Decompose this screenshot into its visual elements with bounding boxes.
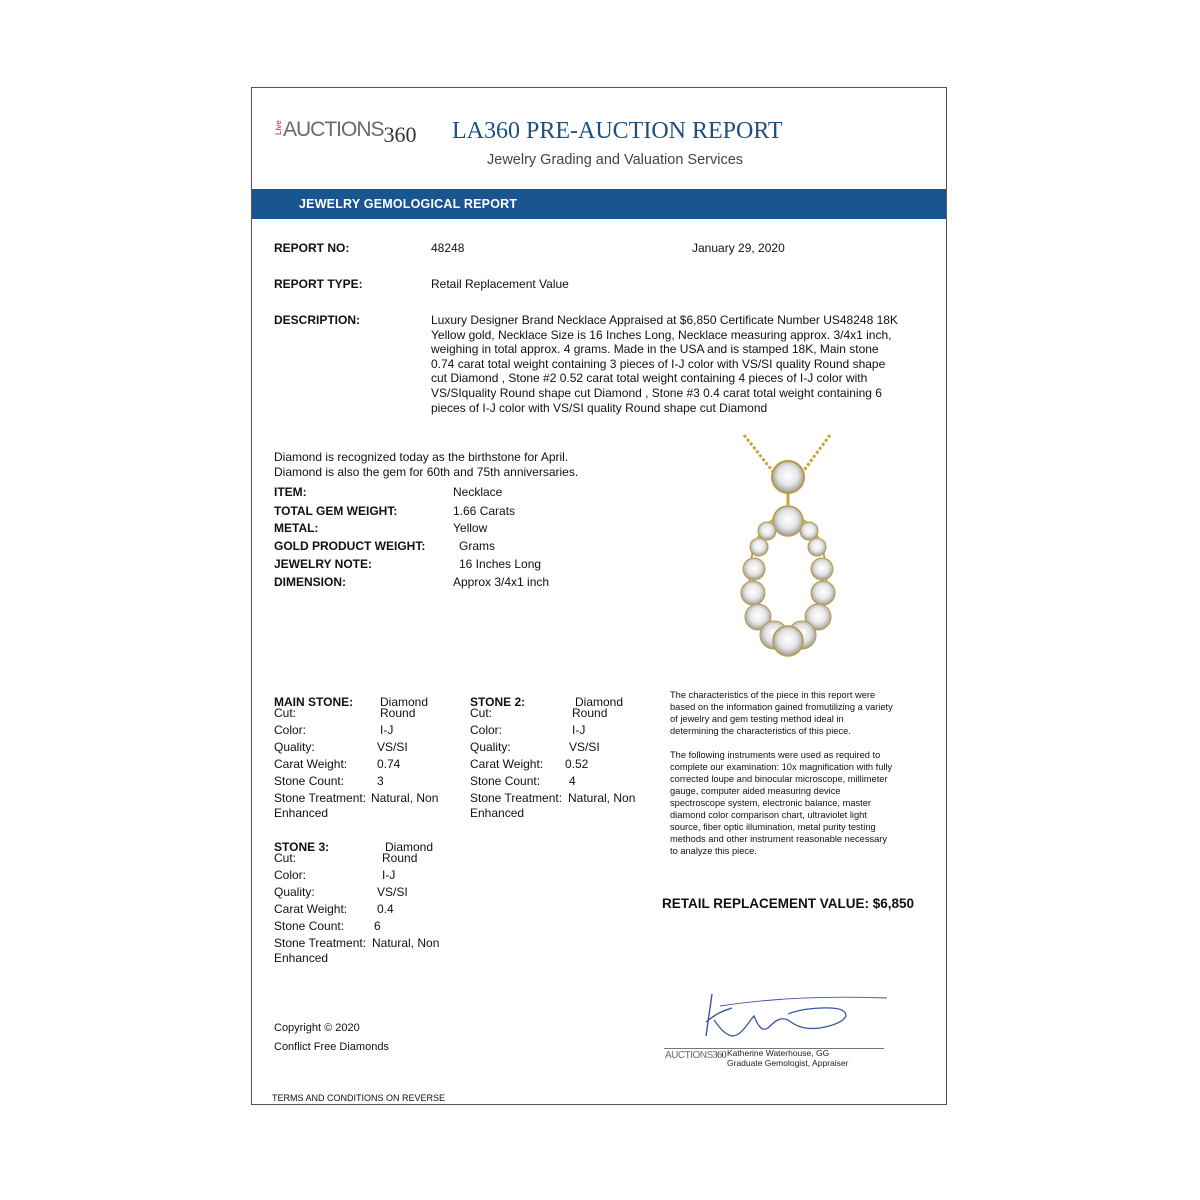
stone3-title: STONE 3: bbox=[274, 840, 330, 854]
stone2-cut-label: Cut: bbox=[470, 706, 493, 720]
jewelry-note-label: JEWELRY NOTE: bbox=[274, 557, 373, 571]
stone3-type: Diamond bbox=[385, 840, 434, 854]
copyright: Copyright © 2020 bbox=[274, 1022, 360, 1034]
stone2-treatment-value-2: Enhanced bbox=[470, 806, 525, 820]
stone3-weight-label: Carat Weight: bbox=[274, 902, 348, 916]
signature-logo: AUCTIONS360 bbox=[665, 1050, 727, 1061]
stone3-weight-value: 0.4 bbox=[377, 902, 394, 916]
main-stone-count-label: Stone Count: bbox=[274, 774, 345, 788]
stone3-cut-value: Round bbox=[382, 851, 418, 865]
description-label: DESCRIPTION: bbox=[274, 313, 361, 327]
report-no-label: REPORT NO: bbox=[274, 241, 350, 255]
stone2-treatment-value: Natural, Non bbox=[568, 791, 636, 805]
stone3-count-value: 6 bbox=[374, 919, 381, 933]
stone3-color-value: I-J bbox=[382, 868, 396, 882]
main-stone-weight-label: Carat Weight: bbox=[274, 757, 348, 771]
stone2-cut-value: Round bbox=[572, 706, 608, 720]
appraiser-signature bbox=[692, 986, 892, 1046]
stone2-quality-label: Quality: bbox=[470, 740, 511, 754]
main-stone-treatment-label: Stone Treatment: bbox=[274, 791, 367, 805]
description-text: Luxury Designer Brand Necklace Appraised at $6,850 Certificate Number US48248 18K Yellow gold, Necklace Size is 16 Inches Long, Necklace measuring approx. 3/4x1 inch, weighing in total approx. 4 grams. Made in the USA and is stamped 18K, Main stone 0.74 carat total weight containing 3 pieces of I-J color with VS/SI quality Round shape cut Diamond , Stone #2 0.52 carat total weight containing 4 pieces of I-J color with VS/SIquality Round shape cut Diamond , Stone #3 0.4 carat total weight containing 6 pieces of I-J color with VS/SI quality Round shape cut Diamond bbox=[431, 313, 898, 415]
main-stone-quality-label: Quality: bbox=[274, 740, 315, 754]
necklace-pendant-image bbox=[722, 433, 852, 668]
stone2-title: STONE 2: bbox=[470, 695, 526, 709]
main-stone-cut-label: Cut: bbox=[274, 706, 297, 720]
stone3-cut-label: Cut: bbox=[274, 851, 297, 865]
stone2-count-value: 4 bbox=[569, 774, 576, 788]
gold-weight-label: GOLD PRODUCT WEIGHT: bbox=[274, 539, 426, 553]
banner-title: JEWELRY GEMOLOGICAL REPORT bbox=[299, 197, 518, 211]
stone2-count-label: Stone Count: bbox=[470, 774, 541, 788]
stone3-treatment-label: Stone Treatment: bbox=[274, 936, 367, 950]
dimension-label: DIMENSION: bbox=[274, 575, 346, 589]
main-stone-treatment-value: Natural, Non bbox=[371, 791, 439, 805]
stone3-count-label: Stone Count: bbox=[274, 919, 345, 933]
retail-replacement-value: RETAIL REPLACEMENT VALUE: $6,850 bbox=[662, 896, 915, 911]
stone2-type: Diamond bbox=[575, 695, 624, 709]
stone3-color-label: Color: bbox=[274, 868, 307, 882]
logo-live-text: Live bbox=[274, 120, 283, 135]
main-stone-weight-value: 0.74 bbox=[377, 757, 401, 771]
report-no-value: 48248 bbox=[431, 241, 465, 255]
report-type-label: REPORT TYPE: bbox=[274, 277, 363, 291]
main-stone-cut-value: Round bbox=[380, 706, 416, 720]
jewelry-note-value: 16 Inches Long bbox=[459, 557, 542, 571]
logo-360-text: 360 bbox=[383, 122, 417, 147]
stone3-treatment-value: Natural, Non bbox=[372, 936, 440, 950]
instruments-note: The following instruments were used as required to complete our examination: 10x magnification with fully corrected loupe and binocular microscope, millimeter gauge, computer aided measuring device spectroscope system, electronic balance, master diamond color comparison chart, ultraviolet light source, fiber optic illumination, metal purity testing methods and other instrument reasonable necessary to analyze this piece. bbox=[670, 750, 893, 856]
report-title: LA360 PRE-AUCTION REPORT bbox=[452, 118, 783, 144]
logo-auctions-text: AUCTIONS bbox=[283, 118, 384, 141]
gold-weight-value: Grams bbox=[459, 539, 495, 553]
main-stone-color-label: Color: bbox=[274, 723, 307, 737]
stone2-treatment-label: Stone Treatment: bbox=[470, 791, 563, 805]
stone2-weight-label: Carat Weight: bbox=[470, 757, 544, 771]
stone3-quality-label: Quality: bbox=[274, 885, 315, 899]
appraiser-name: Katherine Waterhouse, GG bbox=[727, 1048, 830, 1058]
main-stone-count-value: 3 bbox=[377, 774, 384, 788]
report-page bbox=[251, 87, 947, 1105]
report-subtitle: Jewelry Grading and Valuation Services bbox=[487, 152, 744, 168]
report-type-value: Retail Replacement Value bbox=[431, 277, 569, 291]
main-stone-treatment-value-2: Enhanced bbox=[274, 806, 329, 820]
item-label: ITEM: bbox=[274, 485, 307, 499]
birthstone-line-2: Diamond is also the gem for 60th and 75th anniversaries. bbox=[274, 465, 579, 479]
main-stone-type: Diamond bbox=[380, 695, 429, 709]
liveauctions360-logo bbox=[274, 116, 417, 147]
total-gem-weight-label: TOTAL GEM WEIGHT: bbox=[274, 504, 398, 518]
terms-and-conditions: TERMS AND CONDITIONS ON REVERSE bbox=[272, 1093, 446, 1103]
birthstone-line-1: Diamond is recognized today as the birthstone for April. bbox=[274, 450, 569, 464]
metal-value: Yellow bbox=[453, 521, 488, 535]
stone3-quality-value: VS/SI bbox=[377, 885, 408, 899]
appraiser-title: Graduate Gemologist, Appraiser bbox=[727, 1058, 849, 1068]
section-banner bbox=[252, 189, 946, 219]
total-gem-weight-value: 1.66 Carats bbox=[453, 504, 516, 518]
stone2-color-label: Color: bbox=[470, 723, 503, 737]
metal-label: METAL: bbox=[274, 521, 319, 535]
stone3-treatment-value-2: Enhanced bbox=[274, 951, 329, 965]
main-stone-color-value: I-J bbox=[380, 723, 394, 737]
stone2-weight-value: 0.52 bbox=[565, 757, 589, 771]
item-value: Necklace bbox=[453, 485, 503, 499]
stone2-color-value: I-J bbox=[572, 723, 586, 737]
conflict-free-diamonds: Conflict Free Diamonds bbox=[274, 1041, 389, 1053]
stone2-quality-value: VS/SI bbox=[569, 740, 600, 754]
main-stone-title: MAIN STONE: bbox=[274, 695, 354, 709]
report-date: January 29, 2020 bbox=[692, 241, 785, 255]
dimension-value: Approx 3/4x1 inch bbox=[453, 575, 550, 589]
characteristics-note: The characteristics of the piece in this report were based on the information gained fromutilizing a variety of jewelry and gem testing method ideal in determining the characteristics of this piece. bbox=[670, 690, 893, 736]
main-stone-quality-value: VS/SI bbox=[377, 740, 408, 754]
